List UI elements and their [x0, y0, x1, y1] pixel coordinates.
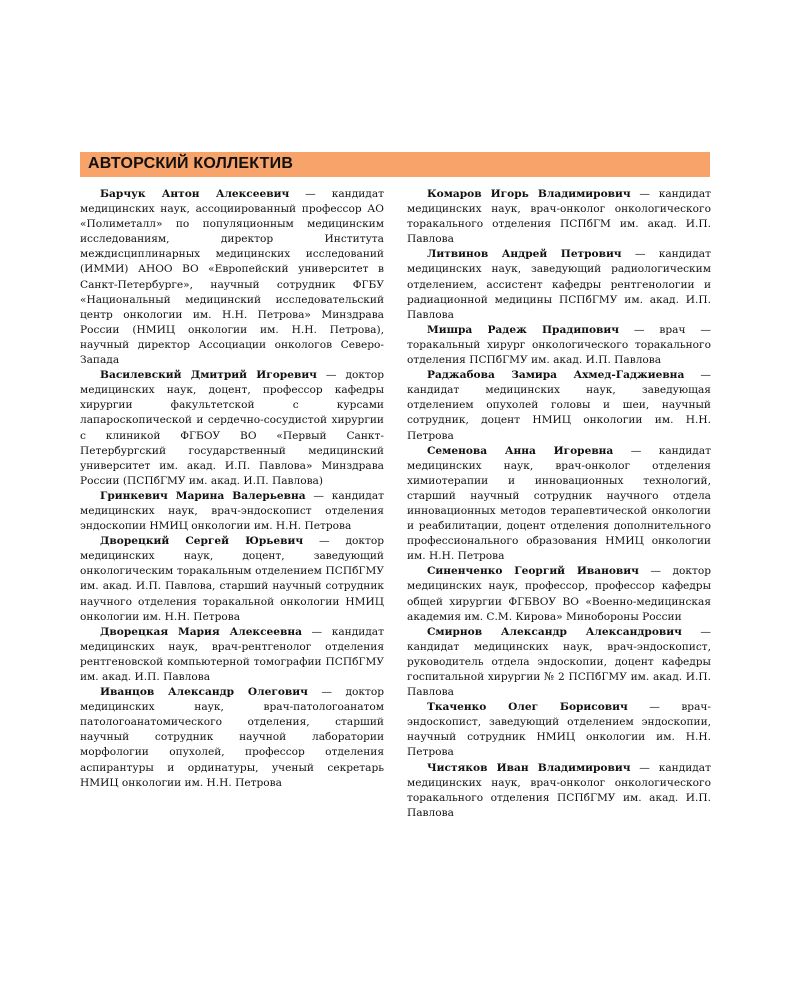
author-entry: [80, 534, 384, 625]
author-description: — доктор медицинских наук, врач-патологоанатом патологоанатомического отделения, старший научный сотрудник научной лаборатории морфологии опухолей, профессор отделения аспирантуры и ординатуры, ученый секретарь НМИЦ онкологии им. Н.Н. Петрова: [80, 686, 384, 789]
author-description: — доктор медицинских наук, доцент, заведующий онкологическим торакальным отделением ПСПбГМУ им. акад. И.П. Павлова, старший научный сотрудник научного отделения торакальной онкологии НМИЦ онкологии им. Н.Н. Петрова: [80, 535, 384, 623]
author-entry: [407, 444, 711, 565]
author-entry: [80, 685, 384, 791]
author-description: — доктор медицинских наук, доцент, профессор кафедры хирургии факультетской с курсами лапароскопической и сердечно-сосудистой хирургии с клиникой ФГБОУ ВО «Первый Санкт-Петербургский государственный медицинский университет им. акад. И.П. Павлова» Минздрава России (ПСПбГМУ им. акад. И.П. Павлова): [80, 369, 384, 487]
author-description: — врач — торакальный хирург онкологического торакального отделения ПСПбГМУ им. акад. И.П. Павлова: [407, 323, 711, 367]
author-name: Чистяков Иван Владимирович: [427, 761, 631, 774]
author-description: — кандидат медицинских наук, врач-онколог отделения химиотерапии и инновационных технологий, старший научный сотрудник научного отдела инновационных методов терапевтической онкологии и реабилитации, доцент отделения дополнительного профессионального образования НМИЦ онкологии им. Н.Н. Петрова: [407, 444, 711, 563]
author-entry: [407, 700, 711, 760]
author-entry: [407, 625, 711, 700]
author-name: Раджабова Замира Ахмед-Гаджиевна: [427, 369, 685, 382]
author-name: Смирнов Александр Александрович: [427, 625, 682, 638]
author-name: Мишра Радеж Прадипович: [427, 323, 620, 336]
author-entry: [80, 187, 384, 368]
author-name: Семенова Анна Игоревна: [427, 444, 614, 457]
author-name: Дворецкий Сергей Юрьевич: [100, 535, 304, 548]
author-name: Комаров Игорь Владимирович: [427, 188, 631, 200]
authors-column-right: [407, 187, 711, 821]
author-entry: [80, 368, 384, 489]
author-name: Барчук Антон Алексеевич: [100, 188, 290, 200]
author-entry: [407, 247, 711, 322]
author-entry: [407, 323, 711, 368]
author-description: — кандидат медицинских наук, врач-эндоскопист, руководитель отдела эндоскопии, доцент кафедры госпитальной хирургии № 2 ПСПбГМУ им. акад. И.П. Павлова: [407, 625, 711, 699]
section-header-banner: [80, 152, 710, 177]
author-description: — кандидат медицинских наук, заведующий радиологическим отделением, ассистент кафедры рентгенологии и радиационной медицины ПСПбГМУ им. акад. И.П. Павлова: [407, 248, 711, 321]
author-entry: [80, 625, 384, 685]
author-entry: [407, 187, 711, 247]
author-name: Дворецкая Мария Алексеевна: [100, 625, 302, 638]
author-name: Ткаченко Олег Борисович: [427, 701, 628, 714]
author-description: — кандидат медицинских наук, врач-онколог онкологического торакального отделения ПСПбГМУ им. акад. И.П. Павлова: [407, 761, 711, 819]
authors-column-left: [80, 187, 384, 791]
author-entry: [407, 761, 711, 821]
section-title: АВТОРСКИЙ КОЛЛЕКТИВ: [88, 155, 294, 172]
author-description: — кандидат медицинских наук, врач-рентгенолог отделения рентгеновской компьютерной томографии ПСПбГМУ им. акад. И.П. Павлова: [80, 625, 384, 683]
author-description: — доктор медицинских наук, профессор, профессор кафедры общей хирургии ФГБВОУ ВО «Военно-медицинская академия им. С.М. Кирова» Минобороны России: [407, 565, 712, 623]
author-entry: [407, 368, 711, 443]
author-description: — кандидат медицинских наук, врач-онколог онкологического торакального отделения ПСПбГМ им. акад. И.П. Павлова: [407, 188, 711, 246]
author-description: — врач-эндоскопист, заведующий отделением эндоскопии, научный сотрудник НМИЦ онкологии им. Н.Н. Петрова: [407, 701, 711, 759]
author-name: Иванцов Александр Олегович: [100, 686, 308, 699]
author-entry: [407, 564, 711, 624]
author-name: Василевский Дмитрий Игоревич: [100, 369, 317, 382]
author-entry: [80, 489, 384, 534]
author-description: — кандидат медицинских наук, ассоциированный профессор АО «Полиметалл» по популяционным медицинским исследованиям, директор Института междисциплинарных медицинских исследований (ИММИ) АНОО ВО «Европейский университет в Санкт-Петербурге», научный сотрудник ФГБУ «Национальный медицинский исследовательский центр онкологии им. Н.Н. Петрова» Минздрава России (НМИЦ онкологии им. Н.Н. Петрова), научный директор Ассоциации онкологов Северо-Запада: [80, 188, 384, 367]
author-name: Литвинов Андрей Петрович: [427, 248, 622, 261]
author-description: — кандидат медицинских наук, врач-эндоскопист отделения эндоскопии НМИЦ онкологии им. Н.Н. Петрова: [80, 489, 384, 533]
author-description: — кандидат медицинских наук, заведующая отделением опухолей головы и шеи, научный сотрудник, доцент НМИЦ онкологии им. Н.Н. Петрова: [407, 369, 711, 442]
author-name: Гринкевич Марина Валерьевна: [100, 489, 306, 502]
author-name: Синенченко Георгий Иванович: [427, 565, 639, 578]
